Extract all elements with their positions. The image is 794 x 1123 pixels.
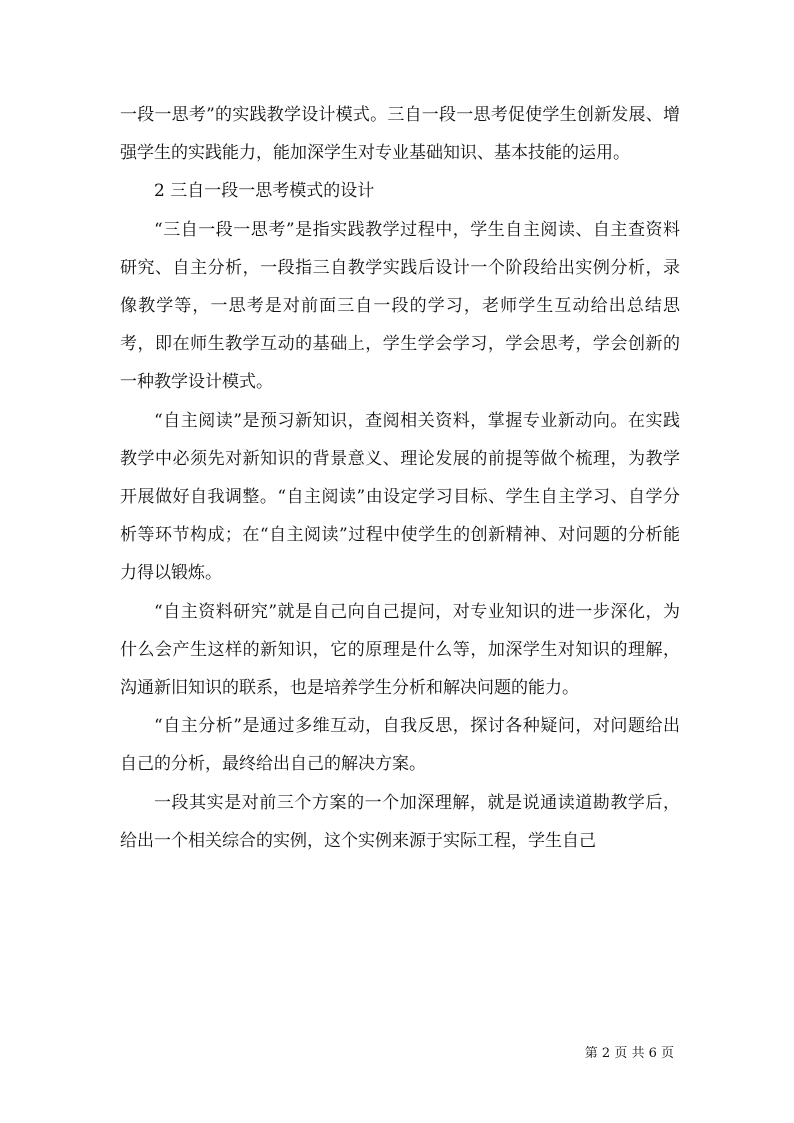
paragraph-definition: “三自一段一思考”是指实践教学过程中，学生自主阅读、自主查资料研究、自主分析，一段指三自教学实践后设计一个阶段给出实例分析，录像教学等，一思考是对前面三自一段的学习，老师学生互动给出总结思考，即在师生教学互动的基础上，学生学会学习，学会思考，学会创新的一种教学设计模式。 <box>120 219 680 393</box>
section-heading: 2 三自一段一思考模式的设计 <box>154 181 375 202</box>
paragraph-self-analysis: “自主分析”是通过多维互动，自我反思，探讨各种疑问，对问题给出自己的分析，最终给出自己的解决方案。 <box>120 716 680 775</box>
paragraph-self-reading: “自主阅读”是预习新知识，查阅相关资料，掌握专业新动向。在实践教学中必须先对新知识的背景意义、理论发展的前提等做个梳理，为教学开展做好自我调整。“自主阅读”由设定学习目标、学生自主学习、自学分析等环节构成；在“自主阅读”过程中使学生的创新精神、对问题的分析能力得以锻炼。 <box>120 410 680 584</box>
paragraph-continuation: 一段一思考”的实践教学设计模式。三自一段一思考促使学生创新发展、增强学生的实践能力，能加深学生对专业基础知识、基本技能的运用。 <box>120 105 680 164</box>
paragraph-self-research: “自主资料研究”就是自己向自己提问，对专业知识的进一步深化，为什么会产生这样的新知识，它的原理是什么等，加深学生对知识的理解，沟通新旧知识的联系，也是培养学生分析和解决问题的能力。 <box>120 601 680 699</box>
paragraph-one-stage: 一段其实是对前三个方案的一个加深理解，就是说通读道勘教学后，给出一个相关综合的实例，这个实例来源于实际工程，学生自己 <box>120 792 680 851</box>
page-number-footer: 第 2 页 共 6 页 <box>584 1046 674 1061</box>
document-body <box>120 96 680 860</box>
